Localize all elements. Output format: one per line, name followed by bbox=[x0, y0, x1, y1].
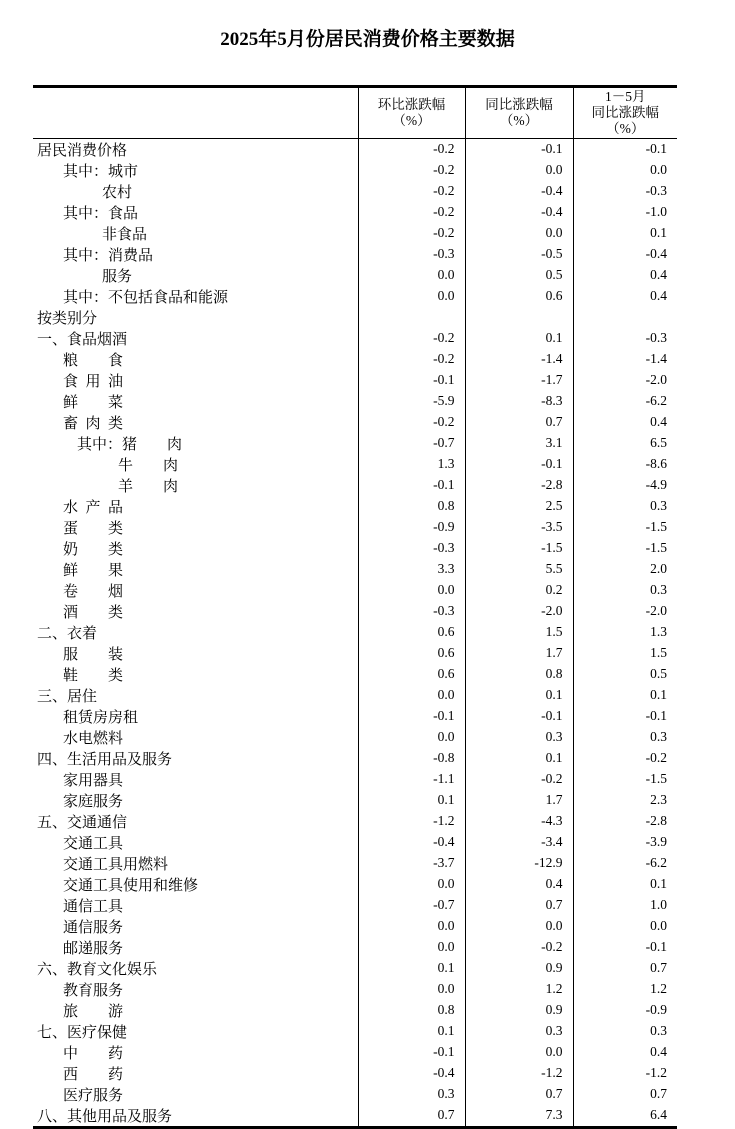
row-value-ytd: 0.4 bbox=[573, 412, 677, 433]
row-value-yoy: -2.0 bbox=[465, 601, 573, 622]
row-value-yoy: 0.4 bbox=[465, 874, 573, 895]
row-label-text: 鞋 类 bbox=[63, 667, 123, 684]
table-row bbox=[33, 832, 677, 853]
row-value-mom: 0.6 bbox=[358, 664, 465, 685]
row-value-ytd: 0.4 bbox=[573, 265, 677, 286]
table-row bbox=[33, 265, 677, 286]
table-row bbox=[33, 916, 677, 937]
row-value-ytd bbox=[573, 307, 677, 328]
row-label bbox=[33, 622, 358, 643]
row-value-mom: -0.2 bbox=[358, 181, 465, 202]
row-value-yoy: 3.1 bbox=[465, 433, 573, 454]
row-label-text: 服务 bbox=[102, 268, 133, 285]
row-label-text: 其中：城市 bbox=[63, 163, 139, 180]
table-row bbox=[33, 1000, 677, 1021]
row-value-ytd: 0.3 bbox=[573, 727, 677, 748]
row-label-text: 交通工具 bbox=[63, 835, 124, 852]
row-value-yoy: 0.3 bbox=[465, 727, 573, 748]
table-row bbox=[33, 370, 677, 391]
table-row bbox=[33, 580, 677, 601]
row-label bbox=[33, 391, 358, 412]
row-label bbox=[33, 1000, 358, 1021]
table-row bbox=[33, 1042, 677, 1063]
table-row bbox=[33, 622, 677, 643]
row-value-mom: -0.2 bbox=[358, 138, 465, 160]
table-row bbox=[33, 454, 677, 475]
row-label bbox=[33, 706, 358, 727]
row-label-text: 酒 类 bbox=[63, 604, 123, 621]
row-label bbox=[33, 538, 358, 559]
row-value-mom: -0.7 bbox=[358, 895, 465, 916]
row-value-mom bbox=[358, 307, 465, 328]
table-row bbox=[33, 433, 677, 454]
row-value-yoy: -3.5 bbox=[465, 517, 573, 538]
row-label bbox=[33, 138, 358, 160]
row-value-ytd: 2.3 bbox=[573, 790, 677, 811]
row-value-ytd: -0.1 bbox=[573, 706, 677, 727]
row-label-text: 按类别分 bbox=[37, 310, 98, 327]
row-value-ytd: 0.0 bbox=[573, 160, 677, 181]
row-value-mom: 0.0 bbox=[358, 685, 465, 706]
column-header-line: （%） bbox=[392, 112, 431, 128]
row-value-mom: 0.0 bbox=[358, 874, 465, 895]
row-value-yoy: -8.3 bbox=[465, 391, 573, 412]
row-value-mom: -0.2 bbox=[358, 412, 465, 433]
row-label-text: 西 药 bbox=[63, 1066, 123, 1083]
row-value-mom: 0.1 bbox=[358, 958, 465, 979]
row-label-text: 通信服务 bbox=[63, 919, 124, 936]
table-row bbox=[33, 391, 677, 412]
row-value-mom: -0.1 bbox=[358, 370, 465, 391]
row-value-mom: -0.8 bbox=[358, 748, 465, 769]
row-label-text: 奶 类 bbox=[63, 541, 123, 558]
row-value-ytd: 0.4 bbox=[573, 286, 677, 307]
row-label bbox=[33, 1105, 358, 1128]
row-label bbox=[33, 349, 358, 370]
row-value-ytd: -1.5 bbox=[573, 538, 677, 559]
row-value-mom: 0.6 bbox=[358, 643, 465, 664]
table-row bbox=[33, 853, 677, 874]
row-label bbox=[33, 223, 358, 244]
row-value-yoy: -12.9 bbox=[465, 853, 573, 874]
row-label-text: 蛋 类 bbox=[63, 520, 123, 537]
row-value-yoy: -3.4 bbox=[465, 832, 573, 853]
row-value-mom: -0.3 bbox=[358, 601, 465, 622]
row-label-text: 猪 肉 bbox=[122, 436, 183, 453]
row-value-yoy: -1.5 bbox=[465, 538, 573, 559]
row-value-mom: -3.7 bbox=[358, 853, 465, 874]
row-value-ytd: -0.2 bbox=[573, 748, 677, 769]
row-value-ytd: -3.9 bbox=[573, 832, 677, 853]
row-value-ytd: -0.3 bbox=[573, 328, 677, 349]
row-value-mom: 0.1 bbox=[358, 1021, 465, 1042]
table-row bbox=[33, 664, 677, 685]
table-row bbox=[33, 958, 677, 979]
row-value-yoy: -0.4 bbox=[465, 202, 573, 223]
row-value-mom: 0.1 bbox=[358, 790, 465, 811]
row-label-text: 鲜 菜 bbox=[63, 394, 123, 411]
row-label bbox=[33, 811, 358, 832]
row-value-ytd: 1.5 bbox=[573, 643, 677, 664]
row-label bbox=[33, 1063, 358, 1084]
table-body bbox=[33, 138, 677, 1127]
row-value-yoy: 0.5 bbox=[465, 265, 573, 286]
row-value-ytd: 6.5 bbox=[573, 433, 677, 454]
row-label bbox=[33, 601, 358, 622]
table-row bbox=[33, 874, 677, 895]
table-row bbox=[33, 769, 677, 790]
row-value-yoy: 0.9 bbox=[465, 1000, 573, 1021]
table-row bbox=[33, 286, 677, 307]
row-value-mom: -0.2 bbox=[358, 160, 465, 181]
row-value-mom: -0.7 bbox=[358, 433, 465, 454]
row-value-ytd: 0.3 bbox=[573, 496, 677, 517]
row-label bbox=[33, 202, 358, 223]
row-value-yoy: 0.8 bbox=[465, 664, 573, 685]
row-value-yoy: 0.6 bbox=[465, 286, 573, 307]
row-label-text: 医疗服务 bbox=[63, 1087, 124, 1104]
row-value-yoy: 0.1 bbox=[465, 328, 573, 349]
row-value-yoy: -4.3 bbox=[465, 811, 573, 832]
row-label-text: 鲜 果 bbox=[63, 562, 123, 579]
table-row bbox=[33, 1084, 677, 1105]
row-value-yoy: 0.9 bbox=[465, 958, 573, 979]
row-value-mom: 0.0 bbox=[358, 937, 465, 958]
table-row bbox=[33, 138, 677, 160]
row-label bbox=[33, 580, 358, 601]
row-value-ytd: 1.2 bbox=[573, 979, 677, 1000]
table-row bbox=[33, 307, 677, 328]
row-value-ytd: 0.7 bbox=[573, 1084, 677, 1105]
row-value-yoy: 0.7 bbox=[465, 895, 573, 916]
row-label bbox=[33, 454, 358, 475]
row-value-yoy: 0.7 bbox=[465, 1084, 573, 1105]
row-value-mom: -1.2 bbox=[358, 811, 465, 832]
row-value-mom: -0.1 bbox=[358, 475, 465, 496]
column-header-line: （%） bbox=[499, 112, 539, 128]
row-label-text: 教育服务 bbox=[63, 982, 124, 999]
row-value-mom: -0.2 bbox=[358, 328, 465, 349]
row-value-mom: -0.4 bbox=[358, 832, 465, 853]
row-value-ytd: -6.2 bbox=[573, 391, 677, 412]
row-value-yoy: 0.0 bbox=[465, 160, 573, 181]
row-value-mom: -0.3 bbox=[358, 538, 465, 559]
row-label-text: 中 药 bbox=[63, 1045, 123, 1062]
row-label-text: 卷 烟 bbox=[63, 583, 123, 600]
row-label-text: 四、生活用品及服务 bbox=[37, 751, 173, 768]
table-row bbox=[33, 748, 677, 769]
row-value-yoy: 0.0 bbox=[465, 1042, 573, 1063]
row-value-mom: -0.1 bbox=[358, 706, 465, 727]
row-label-text: 非食品 bbox=[102, 226, 148, 243]
cpi-table bbox=[33, 85, 677, 1129]
row-label bbox=[33, 664, 358, 685]
table-row bbox=[33, 1063, 677, 1084]
row-value-mom: -1.1 bbox=[358, 769, 465, 790]
row-value-yoy: -0.4 bbox=[465, 181, 573, 202]
row-value-mom: 0.8 bbox=[358, 496, 465, 517]
row-label-text: 服 装 bbox=[63, 646, 123, 663]
row-label bbox=[33, 328, 358, 349]
row-label-prefix: 其中： bbox=[77, 436, 123, 453]
row-value-mom: 0.3 bbox=[358, 1084, 465, 1105]
row-value-yoy: -0.1 bbox=[465, 454, 573, 475]
table-row bbox=[33, 1021, 677, 1042]
row-value-ytd: -4.9 bbox=[573, 475, 677, 496]
row-label bbox=[33, 1042, 358, 1063]
row-label-text: 旅 游 bbox=[63, 1003, 123, 1020]
row-label-text: 其中：食品 bbox=[63, 205, 139, 222]
corner-cell bbox=[33, 87, 358, 139]
page-title: 2025年5月份居民消费价格主要数据 bbox=[220, 29, 515, 50]
row-value-ytd: 6.4 bbox=[573, 1105, 677, 1128]
row-label bbox=[33, 832, 358, 853]
column-header-ytd bbox=[573, 87, 677, 139]
row-label bbox=[33, 769, 358, 790]
row-value-yoy: -0.1 bbox=[465, 706, 573, 727]
row-label bbox=[33, 937, 358, 958]
row-value-yoy: 0.0 bbox=[465, 916, 573, 937]
row-label-text: 租赁房房租 bbox=[63, 709, 139, 726]
table-row bbox=[33, 706, 677, 727]
row-value-mom: 1.3 bbox=[358, 454, 465, 475]
row-value-yoy: 0.1 bbox=[465, 748, 573, 769]
row-label bbox=[33, 958, 358, 979]
row-label-text: 水电燃料 bbox=[63, 730, 124, 747]
row-value-ytd: -0.3 bbox=[573, 181, 677, 202]
row-value-ytd: -0.9 bbox=[573, 1000, 677, 1021]
row-value-yoy: 2.5 bbox=[465, 496, 573, 517]
row-value-yoy: 0.1 bbox=[465, 685, 573, 706]
row-label bbox=[33, 685, 358, 706]
row-value-yoy: 0.7 bbox=[465, 412, 573, 433]
row-label-text: 三、居住 bbox=[37, 688, 98, 705]
row-label-text: 羊 肉 bbox=[118, 478, 178, 495]
row-value-ytd: -1.5 bbox=[573, 517, 677, 538]
row-value-ytd: 0.1 bbox=[573, 874, 677, 895]
row-value-yoy: -2.8 bbox=[465, 475, 573, 496]
row-label-text: 畜 肉 类 bbox=[63, 415, 123, 432]
table-row bbox=[33, 160, 677, 181]
column-header-line: 环比涨跌幅 bbox=[377, 96, 446, 112]
row-value-ytd: -6.2 bbox=[573, 853, 677, 874]
row-label-text: 粮 食 bbox=[63, 352, 123, 369]
row-value-yoy: -1.7 bbox=[465, 370, 573, 391]
row-value-yoy: 1.2 bbox=[465, 979, 573, 1000]
row-label bbox=[33, 265, 358, 286]
row-label bbox=[33, 181, 358, 202]
row-value-mom: 0.7 bbox=[358, 1105, 465, 1128]
row-value-ytd: 0.1 bbox=[573, 685, 677, 706]
row-label bbox=[33, 979, 358, 1000]
row-value-ytd: 0.7 bbox=[573, 958, 677, 979]
row-value-yoy: 0.3 bbox=[465, 1021, 573, 1042]
row-label-text: 一、食品烟酒 bbox=[37, 331, 128, 348]
row-value-yoy: 0.0 bbox=[465, 223, 573, 244]
row-value-ytd: 1.0 bbox=[573, 895, 677, 916]
row-value-ytd: -0.1 bbox=[573, 937, 677, 958]
table-row bbox=[33, 895, 677, 916]
row-label bbox=[33, 475, 358, 496]
row-value-ytd: -2.0 bbox=[573, 601, 677, 622]
row-label bbox=[33, 433, 358, 454]
header-row bbox=[33, 87, 677, 139]
row-value-mom: 0.0 bbox=[358, 265, 465, 286]
row-value-yoy: 1.5 bbox=[465, 622, 573, 643]
row-label-text: 食 用 油 bbox=[63, 373, 123, 390]
table-row bbox=[33, 349, 677, 370]
row-label-text: 通信工具 bbox=[63, 898, 124, 915]
row-value-yoy: -0.2 bbox=[465, 937, 573, 958]
row-value-ytd: 0.4 bbox=[573, 1042, 677, 1063]
row-value-mom: 0.0 bbox=[358, 916, 465, 937]
row-value-yoy: 1.7 bbox=[465, 643, 573, 664]
row-value-ytd: 0.3 bbox=[573, 1021, 677, 1042]
row-value-ytd: -0.4 bbox=[573, 244, 677, 265]
row-value-yoy: 7.3 bbox=[465, 1105, 573, 1128]
row-value-ytd: 2.0 bbox=[573, 559, 677, 580]
row-value-ytd: -1.0 bbox=[573, 202, 677, 223]
column-header-line: 1－5月 bbox=[605, 89, 646, 104]
table-row bbox=[33, 643, 677, 664]
row-value-yoy: -1.4 bbox=[465, 349, 573, 370]
row-label-text: 家庭服务 bbox=[63, 793, 124, 810]
row-label bbox=[33, 790, 358, 811]
row-label bbox=[33, 286, 358, 307]
row-label bbox=[33, 643, 358, 664]
row-value-ytd: 0.3 bbox=[573, 580, 677, 601]
row-label bbox=[33, 1084, 358, 1105]
row-label-text: 农村 bbox=[102, 184, 133, 201]
row-value-yoy: -0.5 bbox=[465, 244, 573, 265]
row-value-mom: -0.1 bbox=[358, 1042, 465, 1063]
row-label bbox=[33, 853, 358, 874]
row-label bbox=[33, 895, 358, 916]
table-row bbox=[33, 811, 677, 832]
row-label-text: 其中：消费品 bbox=[63, 247, 154, 264]
row-label-text: 八、其他用品及服务 bbox=[37, 1108, 173, 1125]
row-value-mom: -5.9 bbox=[358, 391, 465, 412]
table-row bbox=[33, 181, 677, 202]
row-label bbox=[33, 307, 358, 328]
row-value-ytd: -1.5 bbox=[573, 769, 677, 790]
row-label-text: 居民消费价格 bbox=[37, 142, 128, 159]
row-value-mom: 0.0 bbox=[358, 727, 465, 748]
row-label bbox=[33, 727, 358, 748]
row-label bbox=[33, 496, 358, 517]
table-row bbox=[33, 475, 677, 496]
row-value-mom: 0.0 bbox=[358, 979, 465, 1000]
row-value-mom: -0.3 bbox=[358, 244, 465, 265]
table-row bbox=[33, 538, 677, 559]
row-value-mom: 0.8 bbox=[358, 1000, 465, 1021]
row-value-yoy: 5.5 bbox=[465, 559, 573, 580]
row-value-yoy: -1.2 bbox=[465, 1063, 573, 1084]
row-label-text: 五、交通通信 bbox=[37, 814, 128, 831]
table-row bbox=[33, 223, 677, 244]
table-row bbox=[33, 601, 677, 622]
row-label bbox=[33, 559, 358, 580]
row-label-text: 牛 肉 bbox=[118, 457, 178, 474]
row-value-yoy: 0.2 bbox=[465, 580, 573, 601]
row-value-ytd: 0.0 bbox=[573, 916, 677, 937]
row-label bbox=[33, 1021, 358, 1042]
row-label-text: 交通工具用燃料 bbox=[63, 856, 169, 873]
row-label-text: 邮递服务 bbox=[63, 940, 124, 957]
row-label-text: 其中：不包括食品和能源 bbox=[63, 289, 229, 306]
column-header-line: 同比涨跌幅 bbox=[485, 96, 553, 112]
column-header-line: （%） bbox=[606, 120, 645, 136]
row-value-mom: -0.2 bbox=[358, 202, 465, 223]
row-value-mom: -0.2 bbox=[358, 223, 465, 244]
table-row bbox=[33, 244, 677, 265]
row-value-mom: -0.4 bbox=[358, 1063, 465, 1084]
row-value-mom: 0.0 bbox=[358, 286, 465, 307]
row-value-ytd: -2.8 bbox=[573, 811, 677, 832]
table-row bbox=[33, 559, 677, 580]
row-value-ytd: 0.1 bbox=[573, 223, 677, 244]
row-value-ytd: -0.1 bbox=[573, 138, 677, 160]
row-value-ytd: -2.0 bbox=[573, 370, 677, 391]
table-row bbox=[33, 412, 677, 433]
row-value-ytd: -1.2 bbox=[573, 1063, 677, 1084]
row-value-yoy: 1.7 bbox=[465, 790, 573, 811]
table-row bbox=[33, 790, 677, 811]
row-label-text: 二、衣着 bbox=[37, 625, 98, 642]
row-value-mom: 0.6 bbox=[358, 622, 465, 643]
row-label bbox=[33, 517, 358, 538]
row-value-ytd: -1.4 bbox=[573, 349, 677, 370]
row-value-yoy bbox=[465, 307, 573, 328]
column-header-yoy bbox=[465, 87, 573, 139]
row-label bbox=[33, 748, 358, 769]
column-header-mom bbox=[358, 87, 465, 139]
row-value-yoy: -0.1 bbox=[465, 138, 573, 160]
table-row bbox=[33, 517, 677, 538]
row-value-mom: 3.3 bbox=[358, 559, 465, 580]
row-label bbox=[33, 244, 358, 265]
row-value-mom: 0.0 bbox=[358, 580, 465, 601]
row-label-text: 六、教育文化娱乐 bbox=[37, 961, 158, 978]
row-label-text: 七、医疗保健 bbox=[37, 1024, 128, 1041]
table-row bbox=[33, 727, 677, 748]
row-label bbox=[33, 412, 358, 433]
row-label-text: 交通工具使用和维修 bbox=[63, 877, 199, 894]
row-value-ytd: -8.6 bbox=[573, 454, 677, 475]
row-label bbox=[33, 916, 358, 937]
table-row bbox=[33, 1105, 677, 1128]
row-value-mom: -0.9 bbox=[358, 517, 465, 538]
row-label bbox=[33, 160, 358, 181]
table-row bbox=[33, 496, 677, 517]
row-label-text: 水 产 品 bbox=[63, 499, 123, 516]
row-value-mom: -0.2 bbox=[358, 349, 465, 370]
row-label bbox=[33, 370, 358, 391]
row-label-text: 家用器具 bbox=[63, 772, 124, 789]
row-value-ytd: 1.3 bbox=[573, 622, 677, 643]
column-header-line: 同比涨跌幅 bbox=[591, 104, 659, 120]
table-row bbox=[33, 937, 677, 958]
table-row bbox=[33, 328, 677, 349]
row-label bbox=[33, 874, 358, 895]
row-value-yoy: -0.2 bbox=[465, 769, 573, 790]
table-row bbox=[33, 685, 677, 706]
table-row bbox=[33, 202, 677, 223]
row-value-ytd: 0.5 bbox=[573, 664, 677, 685]
table-row bbox=[33, 979, 677, 1000]
